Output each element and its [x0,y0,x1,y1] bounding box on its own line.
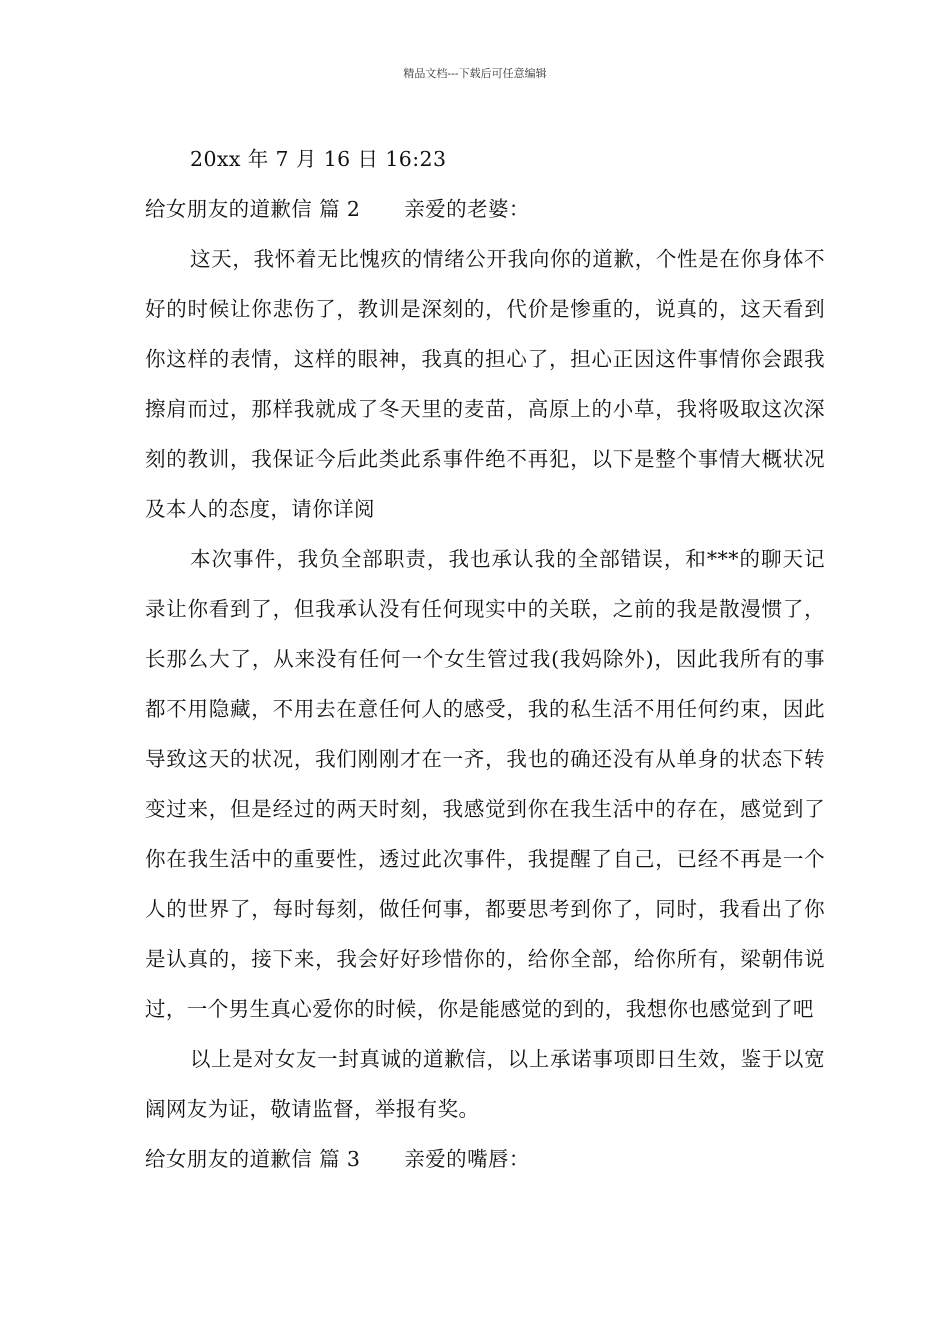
paragraph-3: 以上是对女友一封真诚的道歉信，以上承诺事项即日生效，鉴于以宽阔网友为证，敬请监督，举报有奖。 [145,1047,825,1121]
salutation: 亲爱的嘴唇： [404,1147,530,1171]
section-title: 给女朋友的道歉信 篇 3 [145,1147,361,1171]
section-title: 给女朋友的道歉信 篇 2 [145,197,361,221]
document-body [145,134,825,1184]
section-heading-3 [145,1134,825,1184]
salutation: 亲爱的老婆： [404,197,530,221]
paragraph-2: 本次事件，我负全部职责，我也承认我的全部错误，和***的聊天记录让你看到了，但我承认没有任何现实中的关联，之前的我是散漫惯了，长那么大了，从来没有任何一个女生管过我(我妈除外)，因此我所有的事都不用隐藏，不用去在意任何人的感受，我的私生活不用任何约束，因此导致这天的状况，我们刚刚才在一齐，我也的确还没有从单身的状态下转变过来，但是经过的两天时刻，我感觉到你在我生活中的存在，感觉到了你在我生活中的重要性，透过此次事件，我提醒了自己，已经不再是一个人的世界了，每时每刻，做任何事，都要思考到你了，同时，我看出了你是认真的，接下来，我会好好珍惜你的，给你全部，给你所有，梁朝伟说过，一个男生真心爱你的时候，你是能感觉的到的，我想你也感觉到了吧 [145,547,825,1021]
paragraph-1: 这天，我怀着无比愧疚的情绪公开我向你的道歉，个性是在你身体不好的时候让你悲伤了，教训是深刻的，代价是惨重的，说真的，这天看到你这样的表情，这样的眼神，我真的担心了，担心正因这件事情你会跟我擦肩而过，那样我就成了冬天里的麦苗，高原上的小草，我将吸取这次深刻的教训，我保证今后此类此系事件绝不再犯，以下是整个事情大概状况及本人的态度，请你详阅 [145,247,825,521]
page-header: 精品文档---下载后可任意编辑 [403,67,547,80]
section-heading-2 [145,184,825,234]
date-line: 20xx 年 7 月 16 日 16:23 [190,147,447,171]
